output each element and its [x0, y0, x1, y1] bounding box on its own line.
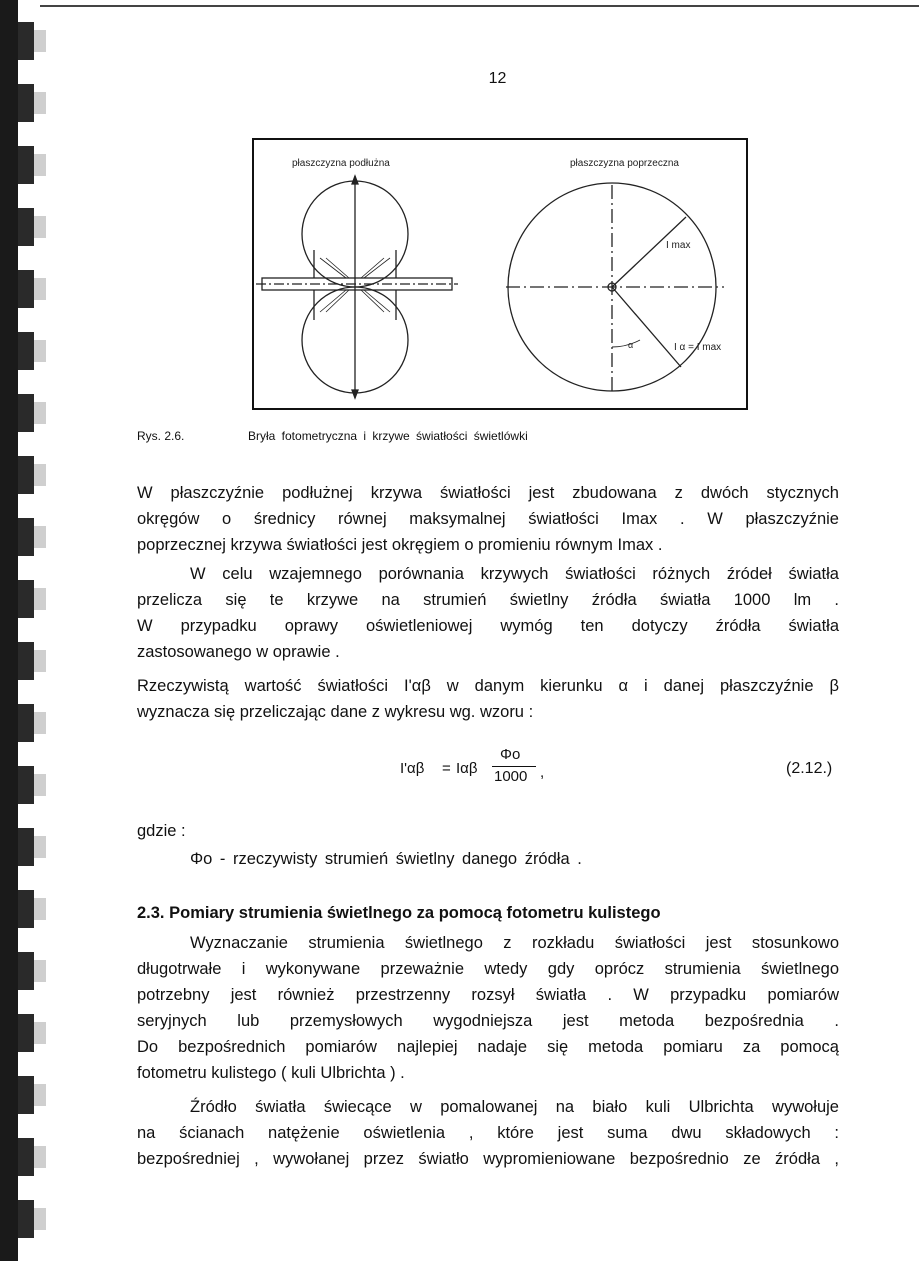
- binder-edge-image: [0, 0, 56, 1261]
- text-line: wyznacza się przeliczając dane z wykresu wg. wzoru :: [137, 703, 534, 721]
- scan-top-edge: [40, 5, 919, 7]
- page-number: 12: [488, 70, 507, 87]
- paragraph-real-value: [137, 673, 839, 725]
- text-line: poprzecznej krzywa światłości jest okręgiem o promieniu równym Imax .: [137, 536, 663, 554]
- text-line: okręgów o średnicy równej maksymalnej światłości Imax . W płaszczyźnie: [137, 510, 839, 528]
- text-line: Źródło światła świecące w pomalowanej na biało kuli Ulbrichta wywołuje: [190, 1098, 839, 1116]
- axis-arrow-top: [352, 176, 358, 184]
- text-line: bezpośredniej , wywołanej przez światło wypromieniowane bezpośrednio ze źródła ,: [137, 1150, 839, 1168]
- text-line: Do bezpośrednich pomiarów najlepiej nadaje się metoda pomiaru za pomocą: [137, 1038, 839, 1056]
- paragraph-longitudinal: [137, 480, 839, 558]
- formula-trailing-comma: ,: [540, 764, 545, 781]
- formula-equals: =: [442, 760, 451, 777]
- imax-radius: [612, 217, 686, 287]
- label-imax: I max: [666, 240, 691, 251]
- text-line: potrzebny jest również przestrzenny rozsył światła . W przypadku pomiarów: [137, 986, 839, 1004]
- text-line: na ścianach natężenie oświetlenia , które jest suma dwu składowych :: [137, 1124, 839, 1142]
- label-transverse-plane: płaszczyzna poprzeczna: [570, 158, 679, 169]
- formula-2-12: [400, 746, 570, 802]
- formula-numerator: Φo: [500, 746, 521, 763]
- paragraph-sphere-method: [137, 930, 839, 1086]
- figure-caption-text: Bryła fotometryczna i krzywe światłości świetlówki: [248, 429, 528, 443]
- text-line: Wyznaczanie strumienia świetlnego z rozkładu światłości jest stosunkowo: [190, 934, 839, 952]
- photometric-figure: [252, 138, 748, 410]
- formula-rhs: Iαβ: [456, 760, 478, 777]
- text-line: seryjnych lub przemysłowych wygodniejsza jest metoda bezpośrednia .: [137, 1012, 839, 1030]
- formula-denominator: 1000: [494, 768, 528, 785]
- text-line: zastosowanego w oprawie .: [137, 643, 340, 661]
- text-line: przelicza się te krzywe na strumień świetlny źródła światła 1000 lm .: [137, 591, 839, 609]
- where-label: gdzie :: [137, 822, 186, 840]
- paragraph-comparison: [137, 561, 839, 665]
- text-line: W przypadku oprawy oświetleniowej wymóg ten dotyczy źródła światła: [137, 617, 839, 635]
- text-line: Rzeczywistą wartość światłości I'αβ w danym kierunku α i danej płaszczyźnie β: [137, 677, 839, 695]
- axis-arrow-bottom: [352, 390, 358, 398]
- label-longitudinal-plane: płaszczyzna podłużna: [292, 158, 390, 169]
- paragraph-ulbricht: [137, 1094, 839, 1172]
- text-line: W celu wzajemnego porównania krzywych światłości różnych źródeł światła: [190, 565, 839, 583]
- i-alpha-radius: [612, 287, 681, 367]
- text-line: fotometru kulistego ( kuli Ulbrichta ) .: [137, 1064, 405, 1082]
- text-line: W płaszczyźnie podłużnej krzywa światłości jest zbudowana z dwóch stycznych: [137, 484, 839, 502]
- photometric-diagram: [254, 140, 750, 412]
- formula-lhs: I'αβ: [400, 760, 425, 777]
- figure-caption-label: Rys. 2.6.: [137, 429, 185, 443]
- text-line: długotrwałe i wykonywane przeważnie wtedy gdy oprócz strumienia świetlnego: [137, 960, 839, 978]
- section-heading: 2.3. Pomiary strumienia świetlnego za pomocą fotometru kulistego: [137, 904, 661, 922]
- fraction-bar: [492, 766, 536, 767]
- equation-number: (2.12.): [786, 760, 833, 777]
- label-i-alpha-eq-imax: I α = I max: [674, 342, 722, 353]
- alpha-arc: [612, 340, 640, 347]
- symbol-definition: Φo - rzeczywisty strumień świetlny danego źródła .: [190, 850, 582, 868]
- label-alpha: α: [628, 340, 634, 350]
